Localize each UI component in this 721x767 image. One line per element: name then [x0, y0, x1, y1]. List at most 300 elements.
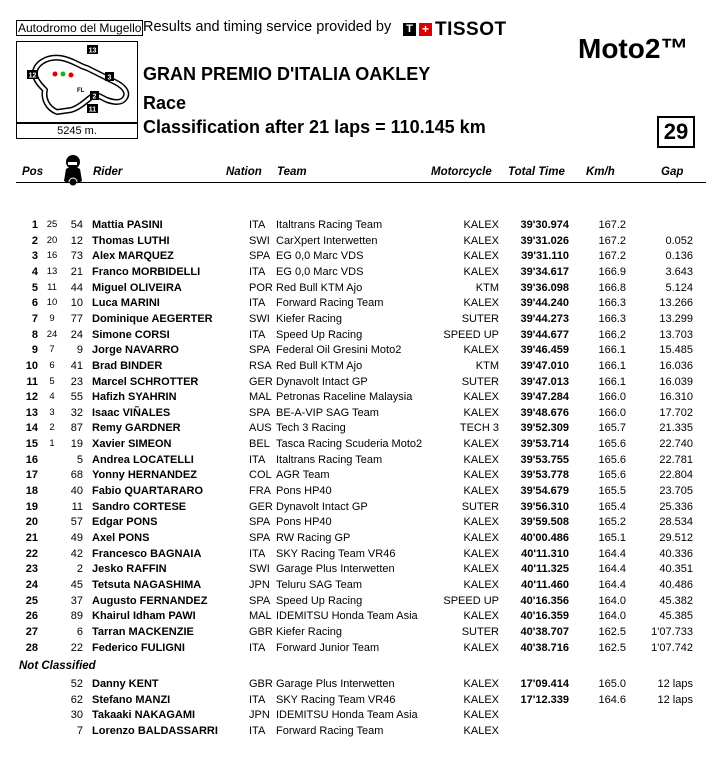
- rider-name-cell: Federico FULIGNI: [92, 641, 185, 654]
- rider-number-cell: 22: [70, 641, 83, 654]
- grid-position-cell: 2: [49, 422, 55, 434]
- speed-cell: 166.3: [598, 312, 626, 325]
- gap-cell: 22.804: [659, 469, 693, 482]
- nation-cell: SWI: [249, 234, 270, 247]
- table-row: [0, 453, 721, 469]
- nation-cell: ITA: [249, 724, 266, 737]
- total-time-cell: 39'47.284: [520, 391, 569, 404]
- rider-number-cell: 30: [70, 709, 83, 722]
- timing-provider-text: Results and timing service provided by: [143, 19, 392, 35]
- gap-cell: 29.512: [659, 532, 693, 544]
- col-motorcycle: Motorcycle: [431, 166, 492, 178]
- gap-cell: 23.705: [659, 485, 693, 498]
- rider-number-cell: 89: [70, 610, 83, 623]
- nation-cell: ITA: [249, 641, 266, 654]
- rider-name-cell: Stefano MANZI: [92, 693, 171, 706]
- nation-cell: COL: [249, 469, 272, 482]
- speed-cell: 166.1: [598, 375, 626, 388]
- total-time-cell: 39'34.617: [520, 265, 569, 278]
- motorcycle-cell: KALEX: [463, 532, 499, 544]
- speed-cell: 167.2: [598, 250, 626, 263]
- rider-number-cell: 21: [70, 265, 83, 278]
- rider-number-cell: 2: [76, 563, 83, 576]
- team-cell: Federal Oil Gresini Moto2: [276, 344, 402, 357]
- team-cell: Tech 3 Racing: [276, 422, 346, 435]
- table-row: [0, 562, 721, 578]
- speed-cell: 165.2: [598, 516, 626, 529]
- nation-cell: ITA: [249, 219, 266, 231]
- total-time-cell: 39'59.508: [520, 516, 569, 529]
- track-length: 5245 m.: [16, 123, 138, 139]
- table-row: [0, 641, 721, 657]
- gap-cell: 22.740: [659, 438, 693, 451]
- gap-cell: 12 laps: [657, 693, 693, 706]
- grid-position-cell: 5: [49, 375, 55, 387]
- rider-number-cell: 40: [70, 485, 83, 498]
- grid-position-cell: 16: [46, 250, 58, 262]
- rider-number-cell: 68: [70, 469, 83, 482]
- session-title: Race: [143, 93, 187, 113]
- rider-name-cell: Hafizh SYAHRIN: [92, 391, 177, 404]
- col-gap: Gap: [661, 166, 684, 178]
- nation-cell: AUS: [249, 422, 272, 435]
- rider-number-cell: 24: [70, 328, 83, 341]
- team-cell: Teluru SAG Team: [276, 578, 363, 591]
- team-cell: RW Racing GP: [276, 532, 351, 544]
- speed-cell: 167.2: [598, 234, 626, 247]
- team-cell: Pons HP40: [276, 485, 332, 498]
- map-label-12: 12: [28, 72, 37, 80]
- total-time-cell: 39'53.778: [520, 469, 569, 482]
- team-cell: Dynavolt Intact GP: [276, 500, 368, 513]
- team-cell: EG 0,0 Marc VDS: [276, 250, 364, 263]
- motorcycle-cell: KALEX: [463, 344, 499, 357]
- not-classified-title: Not Classified: [19, 660, 96, 672]
- nation-cell: ITA: [249, 693, 266, 706]
- total-time-cell: 39'56.310: [520, 500, 569, 513]
- team-cell: Dynavolt Intact GP: [276, 375, 368, 388]
- team-cell: Kiefer Racing: [276, 625, 343, 638]
- table-row: [0, 724, 721, 740]
- team-cell: AGR Team: [276, 469, 330, 482]
- speed-cell: 167.2: [598, 219, 626, 231]
- table-row: [0, 500, 721, 516]
- rider-name-cell: Fabio QUARTARARO: [92, 485, 204, 498]
- speed-cell: 164.4: [598, 547, 626, 560]
- rider-number-cell: 45: [70, 578, 83, 591]
- gap-cell: 45.382: [659, 594, 693, 607]
- grid-position-cell: 9: [49, 312, 55, 324]
- table-row: [0, 578, 721, 594]
- speed-cell: 166.9: [598, 265, 626, 278]
- position-cell: 19: [25, 500, 38, 513]
- speed-cell: 162.5: [598, 641, 626, 654]
- total-time-cell: 39'54.679: [520, 485, 569, 498]
- speed-cell: 165.0: [598, 678, 626, 690]
- speed-cell: 165.6: [598, 469, 626, 482]
- tissot-t-mark: T: [403, 23, 416, 36]
- col-nation: Nation: [226, 166, 262, 178]
- rider-number-cell: 55: [70, 391, 83, 404]
- position-cell: 11: [26, 375, 38, 388]
- col-total-time: Total Time: [508, 166, 565, 178]
- gap-cell: 13.299: [659, 312, 693, 325]
- total-time-cell: 39'46.459: [520, 344, 569, 357]
- motorcycle-cell: KALEX: [463, 250, 499, 263]
- motorcycle-cell: KALEX: [463, 438, 499, 451]
- position-cell: 10: [25, 359, 38, 372]
- gap-cell: 13.703: [659, 328, 693, 341]
- table-row: [0, 328, 721, 344]
- table-row: [0, 708, 721, 724]
- map-label-11: 11: [88, 106, 97, 114]
- grid-position-cell: 1: [49, 438, 55, 450]
- team-cell: CarXpert Interwetten: [276, 234, 378, 247]
- rider-name-cell: Mattia PASINI: [92, 219, 163, 231]
- position-cell: 26: [25, 610, 38, 623]
- grid-position-cell: 3: [49, 406, 55, 418]
- nation-cell: ITA: [249, 297, 266, 310]
- gap-cell: 13.266: [659, 297, 693, 310]
- gap-cell: 17.702: [659, 406, 693, 419]
- grid-position-cell: 7: [49, 344, 55, 356]
- nation-cell: SPA: [249, 532, 271, 544]
- total-time-cell: 39'30.974: [520, 219, 569, 231]
- motorcycle-cell: KALEX: [463, 578, 499, 591]
- rider-name-cell: Lorenzo BALDASSARRI: [92, 724, 218, 737]
- gap-cell: 16.036: [659, 359, 693, 372]
- nation-cell: SWI: [249, 312, 270, 325]
- motorcycle-cell: KALEX: [463, 693, 499, 706]
- gap-cell: 22.781: [659, 453, 693, 466]
- rider-number-cell: 44: [70, 281, 83, 294]
- motorcycle-cell: KALEX: [463, 724, 499, 737]
- position-cell: 27: [25, 625, 38, 638]
- motorcycle-cell: SUTER: [461, 375, 499, 388]
- motorcycle-cell: KALEX: [463, 516, 499, 529]
- total-time-cell: 40'38.716: [520, 641, 569, 654]
- rider-number-cell: 77: [70, 312, 83, 325]
- nation-cell: ITA: [249, 547, 266, 560]
- total-time-cell: 40'11.460: [521, 578, 569, 591]
- total-time-cell: 39'36.098: [520, 281, 569, 294]
- speed-cell: 165.4: [598, 500, 626, 513]
- team-cell: IDEMITSU Honda Team Asia: [276, 709, 418, 722]
- nation-cell: GER: [249, 375, 273, 388]
- nation-cell: FRA: [249, 485, 271, 498]
- table-row: [0, 218, 721, 234]
- motorcycle-cell: KALEX: [463, 406, 499, 419]
- position-cell: 5: [31, 281, 38, 294]
- team-cell: Garage Plus Interwetten: [276, 678, 395, 690]
- rider-name-cell: Brad BINDER: [92, 359, 163, 372]
- team-cell: Forward Racing Team: [276, 724, 384, 737]
- grid-position-cell: 4: [49, 391, 55, 403]
- nation-cell: RSA: [249, 359, 272, 372]
- total-time-cell: 40'16.356: [520, 594, 569, 607]
- motorcycle-cell: KTM: [475, 281, 499, 294]
- laps-count-box: 29: [657, 116, 695, 148]
- speed-cell: 164.4: [598, 578, 626, 591]
- rider-name-cell: Remy GARDNER: [92, 422, 181, 435]
- track-map: [16, 41, 138, 123]
- team-cell: Garage Plus Interwetten: [276, 563, 395, 576]
- team-cell: Forward Junior Team: [276, 641, 380, 654]
- total-time-cell: 39'44.677: [520, 328, 569, 341]
- circuit-name: Autodromo del Mugello: [18, 21, 142, 35]
- speed-cell: 165.5: [598, 485, 626, 498]
- team-cell: Tasca Racing Scuderia Moto2: [276, 438, 423, 451]
- table-row: [0, 312, 721, 328]
- team-cell: Red Bull KTM Ajo: [276, 281, 363, 294]
- rider-number-cell: 73: [70, 250, 83, 263]
- rider-number-cell: 37: [70, 594, 83, 607]
- position-cell: 16: [25, 453, 38, 466]
- rider-name-cell: Takaaki NAKAGAMI: [92, 709, 196, 722]
- team-cell: Petronas Raceline Malaysia: [276, 391, 413, 404]
- gap-cell: 0.136: [665, 250, 693, 263]
- total-time-cell: 17'12.339: [520, 693, 569, 706]
- nation-cell: MAL: [249, 391, 272, 404]
- total-time-cell: 39'52.309: [520, 422, 569, 435]
- nation-cell: ITA: [249, 265, 266, 278]
- motorcycle-cell: TECH 3: [459, 422, 499, 435]
- table-row: [0, 343, 721, 359]
- position-cell: 28: [25, 641, 38, 654]
- col-kmh: Km/h: [586, 166, 615, 178]
- team-cell: Kiefer Racing: [276, 312, 343, 325]
- speed-cell: 166.3: [598, 297, 626, 310]
- motorcycle-cell: KTM: [475, 359, 499, 372]
- grid-position-cell: 10: [46, 297, 58, 309]
- rider-name-cell: Sandro CORTESE: [92, 500, 187, 513]
- team-cell: SKY Racing Team VR46: [276, 547, 396, 560]
- rider-number-cell: 54: [70, 219, 83, 231]
- total-time-cell: 39'53.755: [520, 453, 569, 466]
- rider-number-cell: 19: [70, 438, 83, 451]
- nation-cell: SPA: [249, 344, 271, 357]
- speed-cell: 165.6: [598, 453, 626, 466]
- position-cell: 15: [25, 438, 38, 451]
- gap-cell: 1'07.742: [651, 641, 693, 654]
- speed-cell: 164.0: [598, 594, 626, 607]
- position-cell: 1: [31, 219, 38, 231]
- col-pos: Pos: [22, 166, 44, 178]
- table-row: [0, 547, 721, 563]
- position-cell: 22: [25, 547, 38, 560]
- speed-cell: 166.0: [598, 391, 626, 404]
- position-cell: 12: [25, 391, 38, 404]
- motorcycle-cell: SPEED UP: [443, 594, 499, 607]
- total-time-cell: 40'00.486: [520, 532, 569, 544]
- rider-number-cell: 12: [70, 234, 83, 247]
- team-cell: Speed Up Racing: [276, 328, 363, 341]
- motorcycle-cell: KALEX: [463, 547, 499, 560]
- rider-name-cell: Franco MORBIDELLI: [92, 265, 201, 278]
- speed-cell: 165.1: [598, 532, 626, 544]
- map-label-2: 2: [92, 93, 97, 101]
- position-cell: 17: [25, 469, 38, 482]
- nation-cell: SPA: [249, 250, 271, 263]
- nation-cell: ITA: [249, 328, 266, 341]
- speed-cell: 166.1: [598, 359, 626, 372]
- nation-cell: GBR: [249, 678, 273, 690]
- table-row: [0, 609, 721, 625]
- rider-name-cell: Tarran MACKENZIE: [92, 625, 194, 638]
- position-cell: 4: [31, 265, 38, 278]
- gap-cell: 5.124: [665, 281, 693, 294]
- rider-number-cell: 49: [70, 532, 83, 544]
- position-cell: 23: [25, 563, 38, 576]
- gap-cell: 45.385: [659, 610, 693, 623]
- gap-cell: 16.310: [659, 391, 693, 404]
- marker-red: [53, 72, 58, 77]
- nation-cell: GER: [249, 500, 273, 513]
- total-time-cell: 39'48.676: [520, 406, 569, 419]
- total-time-cell: 40'38.707: [520, 625, 569, 638]
- motorcycle-cell: KALEX: [463, 563, 499, 576]
- position-cell: 8: [31, 328, 38, 341]
- table-row: [0, 468, 721, 484]
- grid-position-cell: 6: [49, 359, 55, 371]
- col-team: Team: [277, 166, 307, 178]
- rider-number-cell: 42: [70, 547, 83, 560]
- team-cell: SKY Racing Team VR46: [276, 693, 396, 706]
- table-row: [0, 693, 721, 709]
- rider-name-cell: Thomas LUTHI: [92, 234, 170, 247]
- motorcycle-cell: KALEX: [463, 234, 499, 247]
- grid-position-cell: 11: [47, 281, 57, 293]
- total-time-cell: 39'44.273: [520, 312, 569, 325]
- marker-green: [61, 72, 66, 77]
- rider-number-cell: 52: [70, 678, 83, 690]
- position-cell: 3: [31, 250, 38, 263]
- table-row: [0, 234, 721, 250]
- rider-name-cell: Danny KENT: [92, 678, 159, 690]
- tissot-wordmark: TISSOT: [435, 18, 507, 40]
- position-cell: 13: [25, 406, 38, 419]
- rider-number-cell: 9: [76, 344, 83, 357]
- nation-cell: MAL: [249, 610, 272, 623]
- team-cell: Red Bull KTM Ajo: [276, 359, 363, 372]
- rider-name-cell: Jorge NAVARRO: [92, 344, 179, 357]
- team-cell: IDEMITSU Honda Team Asia: [276, 610, 418, 623]
- motorcycle-cell: KALEX: [463, 485, 499, 498]
- rider-name-cell: Andrea LOCATELLI: [92, 453, 194, 466]
- table-row: [0, 281, 721, 297]
- gap-cell: 40.336: [659, 547, 693, 560]
- speed-cell: 164.6: [598, 693, 626, 706]
- rider-number-cell: 7: [76, 724, 83, 737]
- speed-cell: 164.0: [598, 610, 626, 623]
- map-label-fl: FL: [77, 88, 85, 94]
- total-time-cell: 39'31.110: [521, 250, 569, 263]
- rider-number-cell: 41: [70, 359, 83, 372]
- total-time-cell: 40'16.359: [520, 610, 569, 623]
- table-row: [0, 421, 721, 437]
- rider-name-cell: Miguel OLIVEIRA: [92, 281, 182, 294]
- position-cell: 20: [25, 516, 38, 529]
- nation-cell: JPN: [249, 709, 270, 722]
- table-row: [0, 594, 721, 610]
- series-title: Moto2™: [578, 33, 689, 64]
- rider-name-cell: Khairul Idham PAWI: [92, 610, 196, 623]
- position-cell: 14: [25, 422, 38, 435]
- motorcycle-cell: KALEX: [463, 610, 499, 623]
- table-row: [0, 359, 721, 375]
- rider-name-cell: Augusto FERNANDEZ: [92, 594, 208, 607]
- classification-title: Classification after 21 laps = 110.145 km: [143, 117, 486, 137]
- col-rider: Rider: [93, 166, 123, 178]
- rider-name-cell: Dominique AEGERTER: [92, 312, 213, 325]
- gap-cell: 12 laps: [657, 678, 693, 690]
- motorcycle-cell: KALEX: [463, 678, 499, 690]
- grid-position-cell: 20: [46, 234, 58, 246]
- motorcycle-cell: SPEED UP: [443, 328, 499, 341]
- gap-cell: 28.534: [659, 516, 693, 529]
- speed-cell: 164.4: [598, 563, 626, 576]
- rider-number-cell: 10: [70, 297, 83, 310]
- nation-cell: SPA: [249, 406, 271, 419]
- gap-cell: 40.486: [659, 578, 693, 591]
- speed-cell: 166.2: [598, 328, 626, 341]
- total-time-cell: 40'11.310: [521, 547, 569, 560]
- motorcycle-cell: SUTER: [461, 500, 499, 513]
- nation-cell: JPN: [249, 578, 270, 591]
- nation-cell: SWI: [249, 563, 270, 576]
- motorcycle-cell: KALEX: [463, 297, 499, 310]
- tissot-logo: [403, 20, 507, 38]
- rider-number-cell: 23: [70, 375, 83, 388]
- position-cell: 7: [31, 312, 38, 325]
- gap-cell: 40.351: [659, 563, 693, 576]
- rider-name-cell: Marcel SCHROTTER: [92, 375, 199, 388]
- table-row: [0, 677, 721, 693]
- motorcycle-cell: KALEX: [463, 469, 499, 482]
- gap-cell: 15.485: [659, 344, 693, 357]
- nation-cell: GBR: [249, 625, 273, 638]
- team-cell: Pons HP40: [276, 516, 332, 529]
- rider-name-cell: Jesko RAFFIN: [92, 563, 167, 576]
- table-row: [0, 296, 721, 312]
- table-row: [0, 437, 721, 453]
- grid-position-cell: 25: [46, 219, 58, 230]
- gap-cell: 3.643: [665, 265, 693, 278]
- gap-cell: 16.039: [659, 375, 693, 388]
- table-row: [0, 406, 721, 422]
- table-row: [0, 390, 721, 406]
- table-row: [0, 265, 721, 281]
- map-label-13: 13: [88, 47, 97, 55]
- table-row: [0, 375, 721, 391]
- position-cell: 9: [31, 344, 38, 357]
- rider-number-cell: 87: [70, 422, 83, 435]
- table-row: [0, 515, 721, 531]
- map-label-3: 3: [107, 74, 112, 82]
- motorcycle-cell: KALEX: [463, 641, 499, 654]
- rider-name-cell: Axel PONS: [92, 532, 150, 544]
- team-cell: Forward Racing Team: [276, 297, 384, 310]
- motorcycle-cell: KALEX: [463, 265, 499, 278]
- rider-number-cell: 5: [76, 453, 83, 466]
- total-time-cell: 39'31.026: [520, 234, 569, 247]
- motorcycle-cell: KALEX: [463, 709, 499, 722]
- nation-cell: BEL: [249, 438, 270, 451]
- nation-cell: POR: [249, 281, 273, 294]
- total-time-cell: 39'44.240: [520, 297, 569, 310]
- rider-name-cell: Isaac VIÑALES: [92, 406, 171, 419]
- speed-cell: 166.0: [598, 406, 626, 419]
